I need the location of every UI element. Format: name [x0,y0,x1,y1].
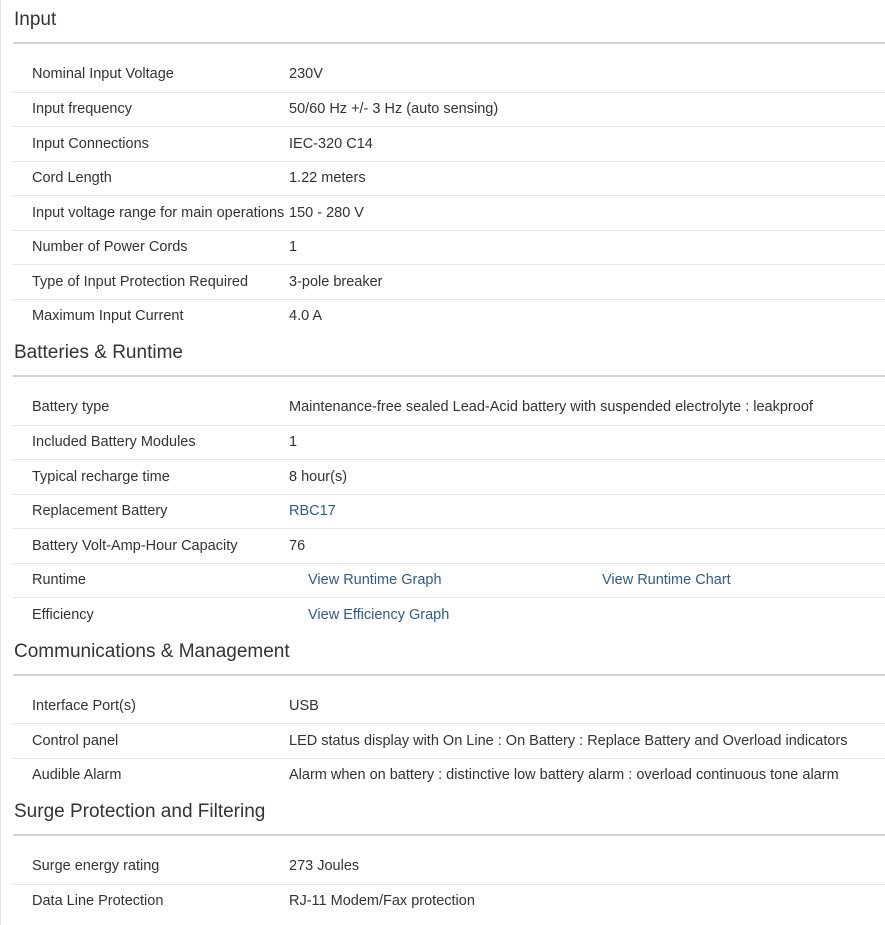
spec-label: Audible Alarm [32,767,122,784]
section-surge-protection [0,792,885,918]
section-input [0,0,885,333]
spec-table-communications [13,689,885,793]
spec-row-input-protection [13,264,885,299]
spec-row-battery-vah-capacity [13,528,885,563]
spec-row-replacement-battery [13,494,885,529]
spec-row-input-voltage-range [13,195,885,230]
spec-label: Control panel [32,732,119,749]
view-runtime-chart-link[interactable]: View Runtime Chart [602,572,731,589]
spec-row-nominal-input-voltage [13,57,885,92]
spec-label: Number of Power Cords [32,239,188,256]
spec-row-input-frequency [13,92,885,127]
section-title-batteries-runtime: Batteries & Runtime [14,342,183,363]
spec-label: Data Line Protection [32,893,164,910]
spec-row-interface-ports [13,689,885,724]
spec-value: 50/60 Hz +/- 3 Hz (auto sensing) [289,101,499,118]
spec-row-surge-energy-rating [13,849,885,884]
section-batteries-runtime [0,333,885,632]
spec-label: Battery type [32,399,110,416]
spec-table-input [13,57,885,333]
section-divider [13,834,885,836]
spec-row-typical-recharge-time [13,459,885,494]
view-efficiency-graph-link[interactable]: View Efficiency Graph [308,606,450,623]
spec-label: Battery Volt-Amp-Hour Capacity [32,537,238,554]
spec-row-cord-length [13,161,885,196]
spec-value: 1 [289,434,298,451]
spec-row-runtime [13,563,885,598]
spec-value: LED status display with On Line : On Battery : Replace Battery and Overload indicators [289,732,848,749]
spec-value: 150 - 280 V [289,204,364,221]
section-divider [13,375,885,377]
spec-table-surge [13,849,885,918]
replacement-battery-link[interactable]: RBC17 [289,503,336,520]
spec-label: Included Battery Modules [32,434,196,451]
spec-value: 3-pole breaker [289,273,383,290]
spec-label: Efficiency [32,606,94,623]
spec-value: 1.22 meters [289,170,366,187]
spec-label: Maximum Input Current [32,308,184,325]
spec-row-audible-alarm [13,758,885,793]
spec-label: Nominal Input Voltage [32,66,174,83]
spec-row-maximum-input-current [13,299,885,334]
spec-label: Input Connections [32,135,149,152]
spec-label: Replacement Battery [32,503,168,520]
spec-label: Input voltage range for main operations [32,204,285,221]
section-title-surge-protection: Surge Protection and Filtering [14,801,266,822]
section-divider [13,674,885,676]
spec-value: 76 [289,537,306,554]
spec-label: Cord Length [32,170,112,187]
spec-label: Surge energy rating [32,858,160,875]
spec-label: Type of Input Protection Required [32,273,249,290]
section-title-input: Input [14,9,57,30]
spec-value: Alarm when on battery : distinctive low battery alarm : overload continuous tone alarm [289,767,839,784]
spec-row-included-battery-modules [13,425,885,460]
spec-value: 273 Joules [289,858,360,875]
spec-label: Input frequency [32,101,132,118]
spec-label: Typical recharge time [32,468,170,485]
spec-row-input-connections [13,126,885,161]
section-title-communications: Communications & Management [14,640,290,662]
spec-table-batteries [13,390,885,632]
section-divider [13,42,885,44]
spec-row-control-panel [13,723,885,758]
spec-label: Runtime [32,572,86,589]
spec-label: Interface Port(s) [32,697,136,714]
section-communications-management [0,632,885,793]
spec-value: 4.0 A [289,308,323,325]
spec-row-number-of-power-cords [13,230,885,265]
spec-value: Maintenance-free sealed Lead-Acid battery with suspended electrolyte : leakproof [289,399,813,416]
spec-value: 1 [289,239,298,256]
spec-row-battery-type [13,390,885,425]
spec-value: USB [289,697,319,714]
spec-row-efficiency [13,597,885,632]
view-runtime-graph-link[interactable]: View Runtime Graph [308,572,442,589]
spec-value: 8 hour(s) [289,468,348,485]
spec-value: 230V [289,66,323,83]
spec-value: RJ-11 Modem/Fax protection [289,893,475,910]
spec-value: IEC-320 C14 [289,135,373,152]
spec-row-data-line-protection [13,884,885,919]
